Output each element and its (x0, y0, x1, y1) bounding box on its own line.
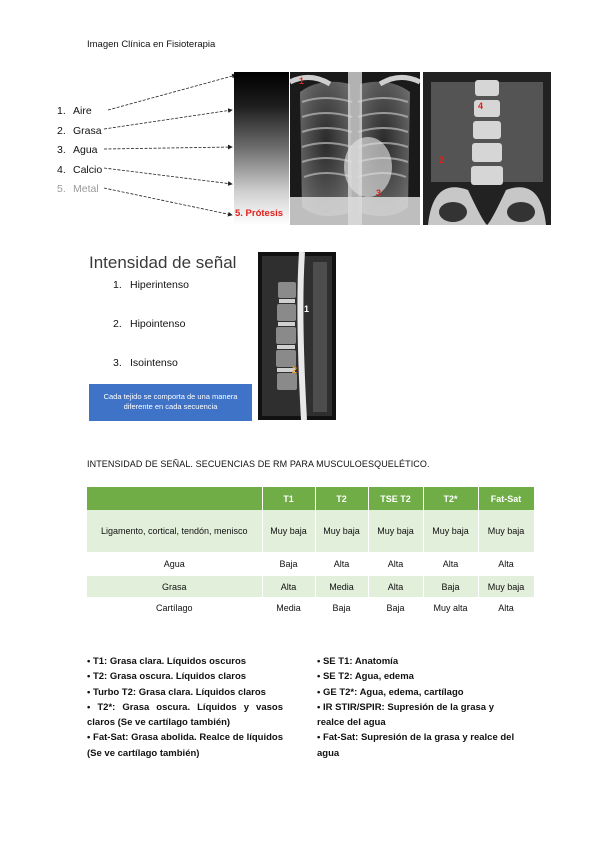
arrow-agua (104, 147, 232, 149)
table-header-t2: T2 (315, 487, 368, 510)
table-cell: Muy baja (423, 510, 478, 552)
table-header-tissue (87, 487, 262, 510)
table-cell: Alta (262, 576, 315, 597)
table-cell: Ligamento, cortical, tendón, menisco (87, 510, 262, 552)
list-item: • Fat-Sat: Supresión de la grasa y realce del agua (317, 732, 515, 759)
list-item: • SE T1: Anatomía (317, 656, 399, 667)
table-cell: Muy baja (478, 510, 534, 552)
signal-item-hipointenso: 2. Hipointenso (113, 318, 186, 330)
table-cell: Baja (315, 597, 368, 619)
lumbar-mri-image (258, 252, 336, 420)
arrow-calcio (104, 168, 232, 184)
mri-marker-2: 2 (292, 365, 298, 375)
rm-signal-table (87, 487, 535, 619)
table-cell: Muy baja (262, 510, 315, 552)
table-header-t1: T1 (262, 487, 315, 510)
table-cell: Grasa (87, 576, 262, 597)
table-cell: Muy alta (423, 597, 478, 619)
density-item-metal: 5. Metal (57, 183, 99, 195)
chest-xray-image (290, 72, 420, 225)
table-cell: Agua (87, 552, 262, 576)
lumbar-mri-drawing (258, 252, 336, 420)
arrow-grasa (104, 110, 232, 129)
list-item: • GE T2*: Agua, edema, cartílago (317, 686, 464, 698)
table-cell: Muy baja (478, 576, 534, 597)
chest-marker-1: 1 (299, 76, 305, 86)
table-row (87, 597, 534, 619)
list-item: • IR STIR/SPIR: Supresión de la grasa y realce del agua (317, 701, 495, 729)
signal-note-box: Cada tejido se comporta de una manera diferente en cada secuencia (89, 384, 252, 421)
signal-intensity-list (113, 278, 189, 395)
table-cell: Media (262, 597, 315, 619)
density-item-calcio: 4. Calcio (57, 163, 103, 176)
table-header-tse-t2: TSE T2 (368, 487, 423, 510)
list-item: • T1: Grasa clara. Líquidos oscuros (87, 656, 247, 667)
list-item: • SE T2: Agua, edema (317, 671, 414, 683)
density-item-grasa: 2. Grasa (57, 124, 102, 137)
table-cell: Media (315, 576, 368, 597)
protesis-label: 5. Prótesis (235, 208, 284, 219)
list-item: • T2: Grasa oscura. Líquidos claros (87, 671, 247, 683)
table-cell: Alta (368, 552, 423, 576)
table-header-t2-star: T2* (423, 487, 478, 510)
arrow-aire (108, 75, 236, 110)
document-title: Imagen Clínica en Fisioterapia (87, 39, 216, 50)
table-cell: Alta (478, 552, 534, 576)
chest-marker-3: 3 (376, 188, 382, 198)
table-row (87, 510, 534, 552)
table-row (87, 576, 534, 597)
table-cell: Baja (423, 576, 478, 597)
signal-item-isointenso: 3. Isointenso (113, 357, 178, 369)
table-cell: Muy baja (368, 510, 423, 552)
signal-item-hiperintenso: 1. Hiperintenso (113, 279, 189, 291)
density-gradient-bar (234, 72, 289, 225)
sequence-notes-left (87, 654, 283, 761)
table-header-row (87, 487, 534, 510)
lumbar-xray-drawing (423, 72, 551, 225)
table-header-fat-sat: Fat-Sat (478, 487, 534, 510)
lumbar-xray-image (423, 72, 551, 225)
table-cell: Alta (478, 597, 534, 619)
sequence-notes-right (317, 654, 517, 761)
table-cell: Muy baja (315, 510, 368, 552)
section-heading: INTENSIDAD DE SEÑAL. SECUENCIAS DE RM PARA MUSCULOESQUELÉTICO. (87, 459, 430, 469)
table-cell: Cartílago (87, 597, 262, 619)
table-cell: Alta (315, 552, 368, 576)
table-cell: Alta (368, 576, 423, 597)
lumbar-marker-2: 2 (439, 155, 445, 165)
signal-intensity-title: Intensidad de señal (89, 253, 237, 272)
table-cell: Alta (423, 552, 478, 576)
list-item: • T2*: Grasa oscura. Líquidos y vasos claros (Se ve cartílago también) (87, 701, 283, 729)
arrow-metal (104, 188, 232, 215)
mri-marker-1: 1 (304, 304, 310, 314)
table-cell: Baja (368, 597, 423, 619)
density-item-aire: 1. Aire (57, 105, 92, 117)
chest-xray-drawing (290, 72, 420, 225)
table-row (87, 552, 534, 576)
lumbar-marker-4: 4 (478, 101, 484, 111)
list-item: • Fat-Sat: Grasa abolida. Realce de líquidos (Se ve cartílago también) (87, 732, 283, 759)
table-cell: Baja (262, 552, 315, 576)
density-item-agua: 3. Agua (57, 144, 98, 156)
list-item: • Turbo T2: Grasa clara. Líquidos claros (87, 686, 266, 698)
